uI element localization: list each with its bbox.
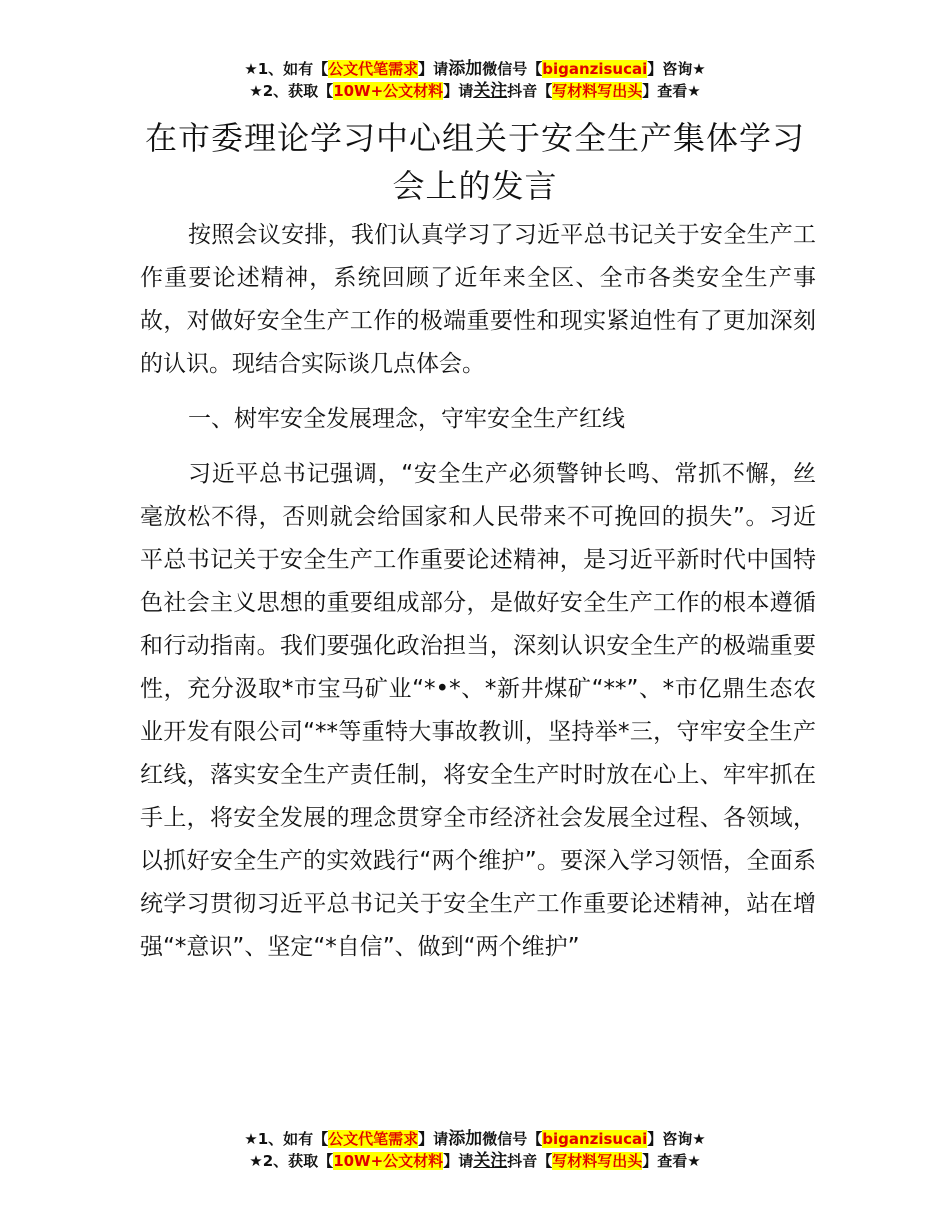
banner-text: 】咨询★ — [647, 1130, 706, 1148]
banner-text: 微信号【 — [482, 60, 543, 78]
banner-text: 抖音【 — [507, 1152, 553, 1170]
banner-wechat-id: biganzisucai — [542, 1130, 648, 1148]
footer-banner — [0, 1128, 950, 1172]
banner-text: ★2、获取【 — [249, 1152, 334, 1170]
banner-emphasis: 添加 — [448, 59, 483, 79]
paragraph: 按照会议安排，我们认真学习了习近平总书记关于安全生产工作重要论述精神，系统回顾了近年来全区、全市各类安全生产事故，对做好安全生产工作的极端重要性和现实紧迫性有了更加深刻的认识。现结合实际谈几点体会。 — [140, 222, 816, 377]
banner-text: 】查看★ — [642, 82, 701, 100]
section-heading: 一、树牢安全发展理念，守牢安全生产红线 — [188, 406, 625, 432]
banner-text: 】请 — [443, 82, 474, 100]
banner-text: ★1、如有【 — [244, 60, 329, 78]
banner-text: 】请 — [418, 60, 449, 78]
title-line-1: 在市委理论学习中心组关于安全生产集体学习 — [144, 119, 805, 157]
footer-line-2 — [0, 1150, 950, 1172]
banner-emphasis: 关注 — [473, 1151, 508, 1171]
banner-emphasis: 关注 — [473, 81, 508, 101]
banner-text: 】咨询★ — [647, 60, 706, 78]
banner-text: 】查看★ — [642, 1152, 701, 1170]
banner-wechat-id: biganzisucai — [542, 60, 648, 78]
document-title — [120, 114, 830, 210]
banner-highlight: 公文代笔需求 — [328, 1130, 419, 1148]
document-body — [140, 214, 816, 969]
footer-line-1 — [0, 1128, 950, 1150]
banner-line-1 — [0, 58, 950, 80]
banner-emphasis: 添加 — [448, 1129, 483, 1149]
banner-highlight: 10W+公文材料 — [333, 1152, 444, 1170]
header-banner — [0, 58, 950, 102]
banner-text: 】请 — [418, 1130, 449, 1148]
banner-highlight: 10W+公文材料 — [333, 82, 444, 100]
banner-text: 微信号【 — [482, 1130, 543, 1148]
banner-text: 】请 — [443, 1152, 474, 1170]
banner-text: ★2、获取【 — [249, 82, 334, 100]
banner-highlight: 公文代笔需求 — [328, 60, 419, 78]
banner-text: ★1、如有【 — [244, 1130, 329, 1148]
banner-highlight: 写材料写出头 — [552, 82, 643, 100]
title-line-2: 会上的发言 — [392, 167, 558, 205]
banner-line-2 — [0, 80, 950, 102]
paragraph: 习近平总书记强调，“安全生产必须警钟长鸣、常抓不懈，丝毫放松不得，否则就会给国家和人民带来不可挽回的损失”。习近平总书记关于安全生产工作重要论述精神，是习近平新时代中国特色社会主义思想的重要组成部分，是做好安全生产工作的根本遵循和行动指南。我们要强化政治担当，深刻认识安全生产的极端重要性，充分汲取*市宝马矿业“*•*、*新井煤矿“**”、*市亿鼎生态农业开发有限公司“**等重特大事故教训，坚持举*三，守牢安全生产红线，落实安全生产责任制，将安全生产时时放在心上、牢牢抓在手上，将安全发展的理念贯穿全市经济社会发展全过程、各领域，以抓好安全生产的实效践行“两个维护”。要深入学习领悟，全面系统学习贯彻习近平总书记关于安全生产工作重要论述精神，站在增强“*意识”、坚定“*自信”、做到“两个维护” — [140, 461, 816, 960]
banner-text: 抖音【 — [507, 82, 553, 100]
banner-highlight: 写材料写出头 — [552, 1152, 643, 1170]
